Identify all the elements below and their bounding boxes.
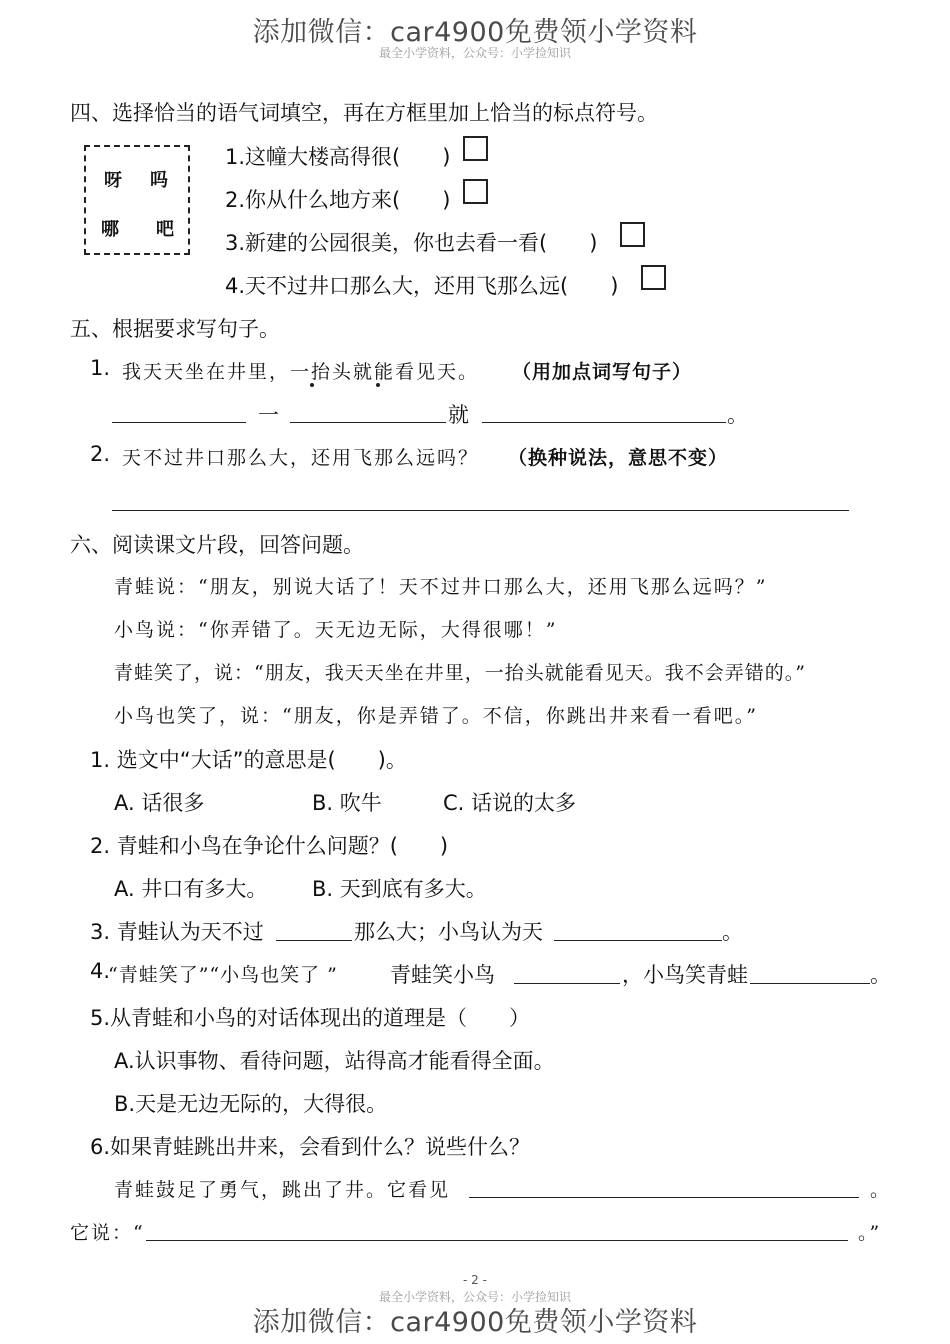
page-number: - 2 - xyxy=(463,1273,487,1287)
s6-q1: 1. 选文中“大话”的意思是( )。 xyxy=(90,748,407,772)
s6-q1-option-c[interactable]: C. 话说的太多 xyxy=(443,791,577,815)
section4-heading: 四、选择恰当的语气词填空，再在方框里加上恰当的标点符号。 xyxy=(70,101,658,125)
footer-subtitle: 最全小学资料，公众号：小学捡知识 xyxy=(378,1290,571,1304)
section6-heading: 六、阅读课文片段，回答问题。 xyxy=(70,533,364,557)
s5-q2-number: 2. xyxy=(90,442,111,466)
s6-q5-option-a[interactable]: A.认识事物、看待问题，站得高才能看得全面。 xyxy=(114,1049,555,1073)
s5-q2-hint: （换种说法，意思不变） xyxy=(508,447,729,469)
passage-line-2: 小鸟说：“你弄错了。天无边无际，大得很哪！” xyxy=(114,619,558,641)
word-ba: 吧 xyxy=(156,219,174,240)
s5-q1-text: 我天天坐在井里，一抬头就能看见天。 xyxy=(122,361,480,383)
s5-q2-answer-line[interactable] xyxy=(112,510,849,511)
s5-q1-hint: （用加点词写句子） xyxy=(512,361,693,383)
emphasis-dot-jiu xyxy=(376,383,380,387)
passage-line-1: 青蛙说：“朋友，别说大话了！天不过井口那么大，还用飞那么远吗？” xyxy=(114,576,768,598)
s6-q3-blank-2[interactable] xyxy=(554,940,722,941)
s6-q6-line2-end: 。” xyxy=(858,1222,882,1244)
watermark-bottom: 添加微信：car4900免费领小学资料 xyxy=(252,1307,698,1338)
s6-q1-option-b[interactable]: B. 吹牛 xyxy=(312,791,382,815)
s6-q6-line1-period: 。 xyxy=(870,1179,892,1201)
s5-q1-blank-2[interactable] xyxy=(290,422,446,423)
watermark-subtitle: 最全小学资料，公众号：小学捡知识 xyxy=(378,46,571,60)
s6-q3-part2: 那么大；小鸟认为天 xyxy=(354,920,543,944)
s6-q4-blank-1[interactable] xyxy=(514,983,620,984)
punctuation-box-2[interactable] xyxy=(463,179,488,204)
s5-q1-jiu: 就 xyxy=(448,403,469,427)
punctuation-box-1[interactable] xyxy=(463,136,488,161)
s4-item-2: 2.你从什么地方来( ) xyxy=(225,188,451,212)
s6-q5-option-b[interactable]: B.天是无边无际的，大得很。 xyxy=(114,1092,388,1116)
word-ya: 呀 xyxy=(104,170,122,191)
s5-q1-yi: 一 xyxy=(258,403,279,427)
s5-q1-number: 1. xyxy=(90,356,111,380)
s6-q6-line2: 它说：“ xyxy=(70,1222,145,1244)
passage-line-4: 小鸟也笑了，说：“朋友，你是弄错了。不信，你跳出井来看一看吧。” xyxy=(114,705,758,727)
s6-q3-period: 。 xyxy=(722,920,743,944)
s6-q5: 5.从青蛙和小鸟的对话体现出的道理是（ ） xyxy=(90,1006,531,1030)
s6-q2: 2. 青蛙和小鸟在争论什么问题？( ) xyxy=(90,834,449,858)
s4-item-3: 3.新建的公园很美，你也去看一看( ) xyxy=(225,231,598,255)
s6-q6-line1: 青蛙鼓足了勇气，跳出了井。它看见 xyxy=(114,1179,451,1201)
word-na: 哪 xyxy=(101,219,119,240)
s6-q1-option-a[interactable]: A. 话很多 xyxy=(114,791,205,815)
s6-q3-part1: 3. 青蛙认为天不过 xyxy=(90,920,264,944)
s6-q4-part2: ，小鸟笑青蛙 xyxy=(622,963,748,987)
watermark-top: 添加微信：car4900免费领小学资料 xyxy=(252,17,698,48)
s6-q4-period: 。 xyxy=(870,963,891,987)
s5-q1-blank-1[interactable] xyxy=(112,422,246,423)
s4-item-1: 1.这幢大楼高得很( ) xyxy=(225,145,451,169)
s6-q4-blank-2[interactable] xyxy=(750,983,870,984)
s6-q3-blank-1[interactable] xyxy=(276,940,352,941)
s6-q6: 6.如果青蛙跳出井来，会看到什么？说些什么？ xyxy=(90,1135,531,1159)
s6-q6-blank-2[interactable] xyxy=(146,1240,848,1241)
s5-q2-text: 天不过井口那么大，还用飞那么远吗？ xyxy=(122,447,480,469)
s4-item-4: 4.天不过井口那么大，还用飞那么远( ) xyxy=(225,274,619,298)
punctuation-box-4[interactable] xyxy=(641,265,666,290)
s6-q2-option-a[interactable]: A. 井口有多大。 xyxy=(114,877,268,901)
word-choice-box xyxy=(84,145,190,255)
punctuation-box-3[interactable] xyxy=(620,222,645,247)
s6-q4-number: 4. xyxy=(90,959,111,983)
s5-q1-period: 。 xyxy=(727,403,748,427)
word-ma: 吗 xyxy=(150,170,168,191)
s6-q2-option-b[interactable]: B. 天到底有多大。 xyxy=(312,877,487,901)
emphasis-dot-yi xyxy=(310,383,314,387)
passage-line-3: 青蛙笑了，说：“朋友，我天天坐在井里，一抬头就能看见天。我不会弄错的。” xyxy=(114,662,806,684)
s5-q1-blank-3[interactable] xyxy=(482,422,726,423)
section5-heading: 五、根据要求写句子。 xyxy=(70,317,280,341)
s6-q4-part1: 青蛙笑小鸟 xyxy=(390,963,495,987)
s6-q4-quote: “青蛙笑了”“小鸟也笑了 ” xyxy=(108,964,338,986)
s6-q6-blank-1[interactable] xyxy=(469,1197,859,1198)
